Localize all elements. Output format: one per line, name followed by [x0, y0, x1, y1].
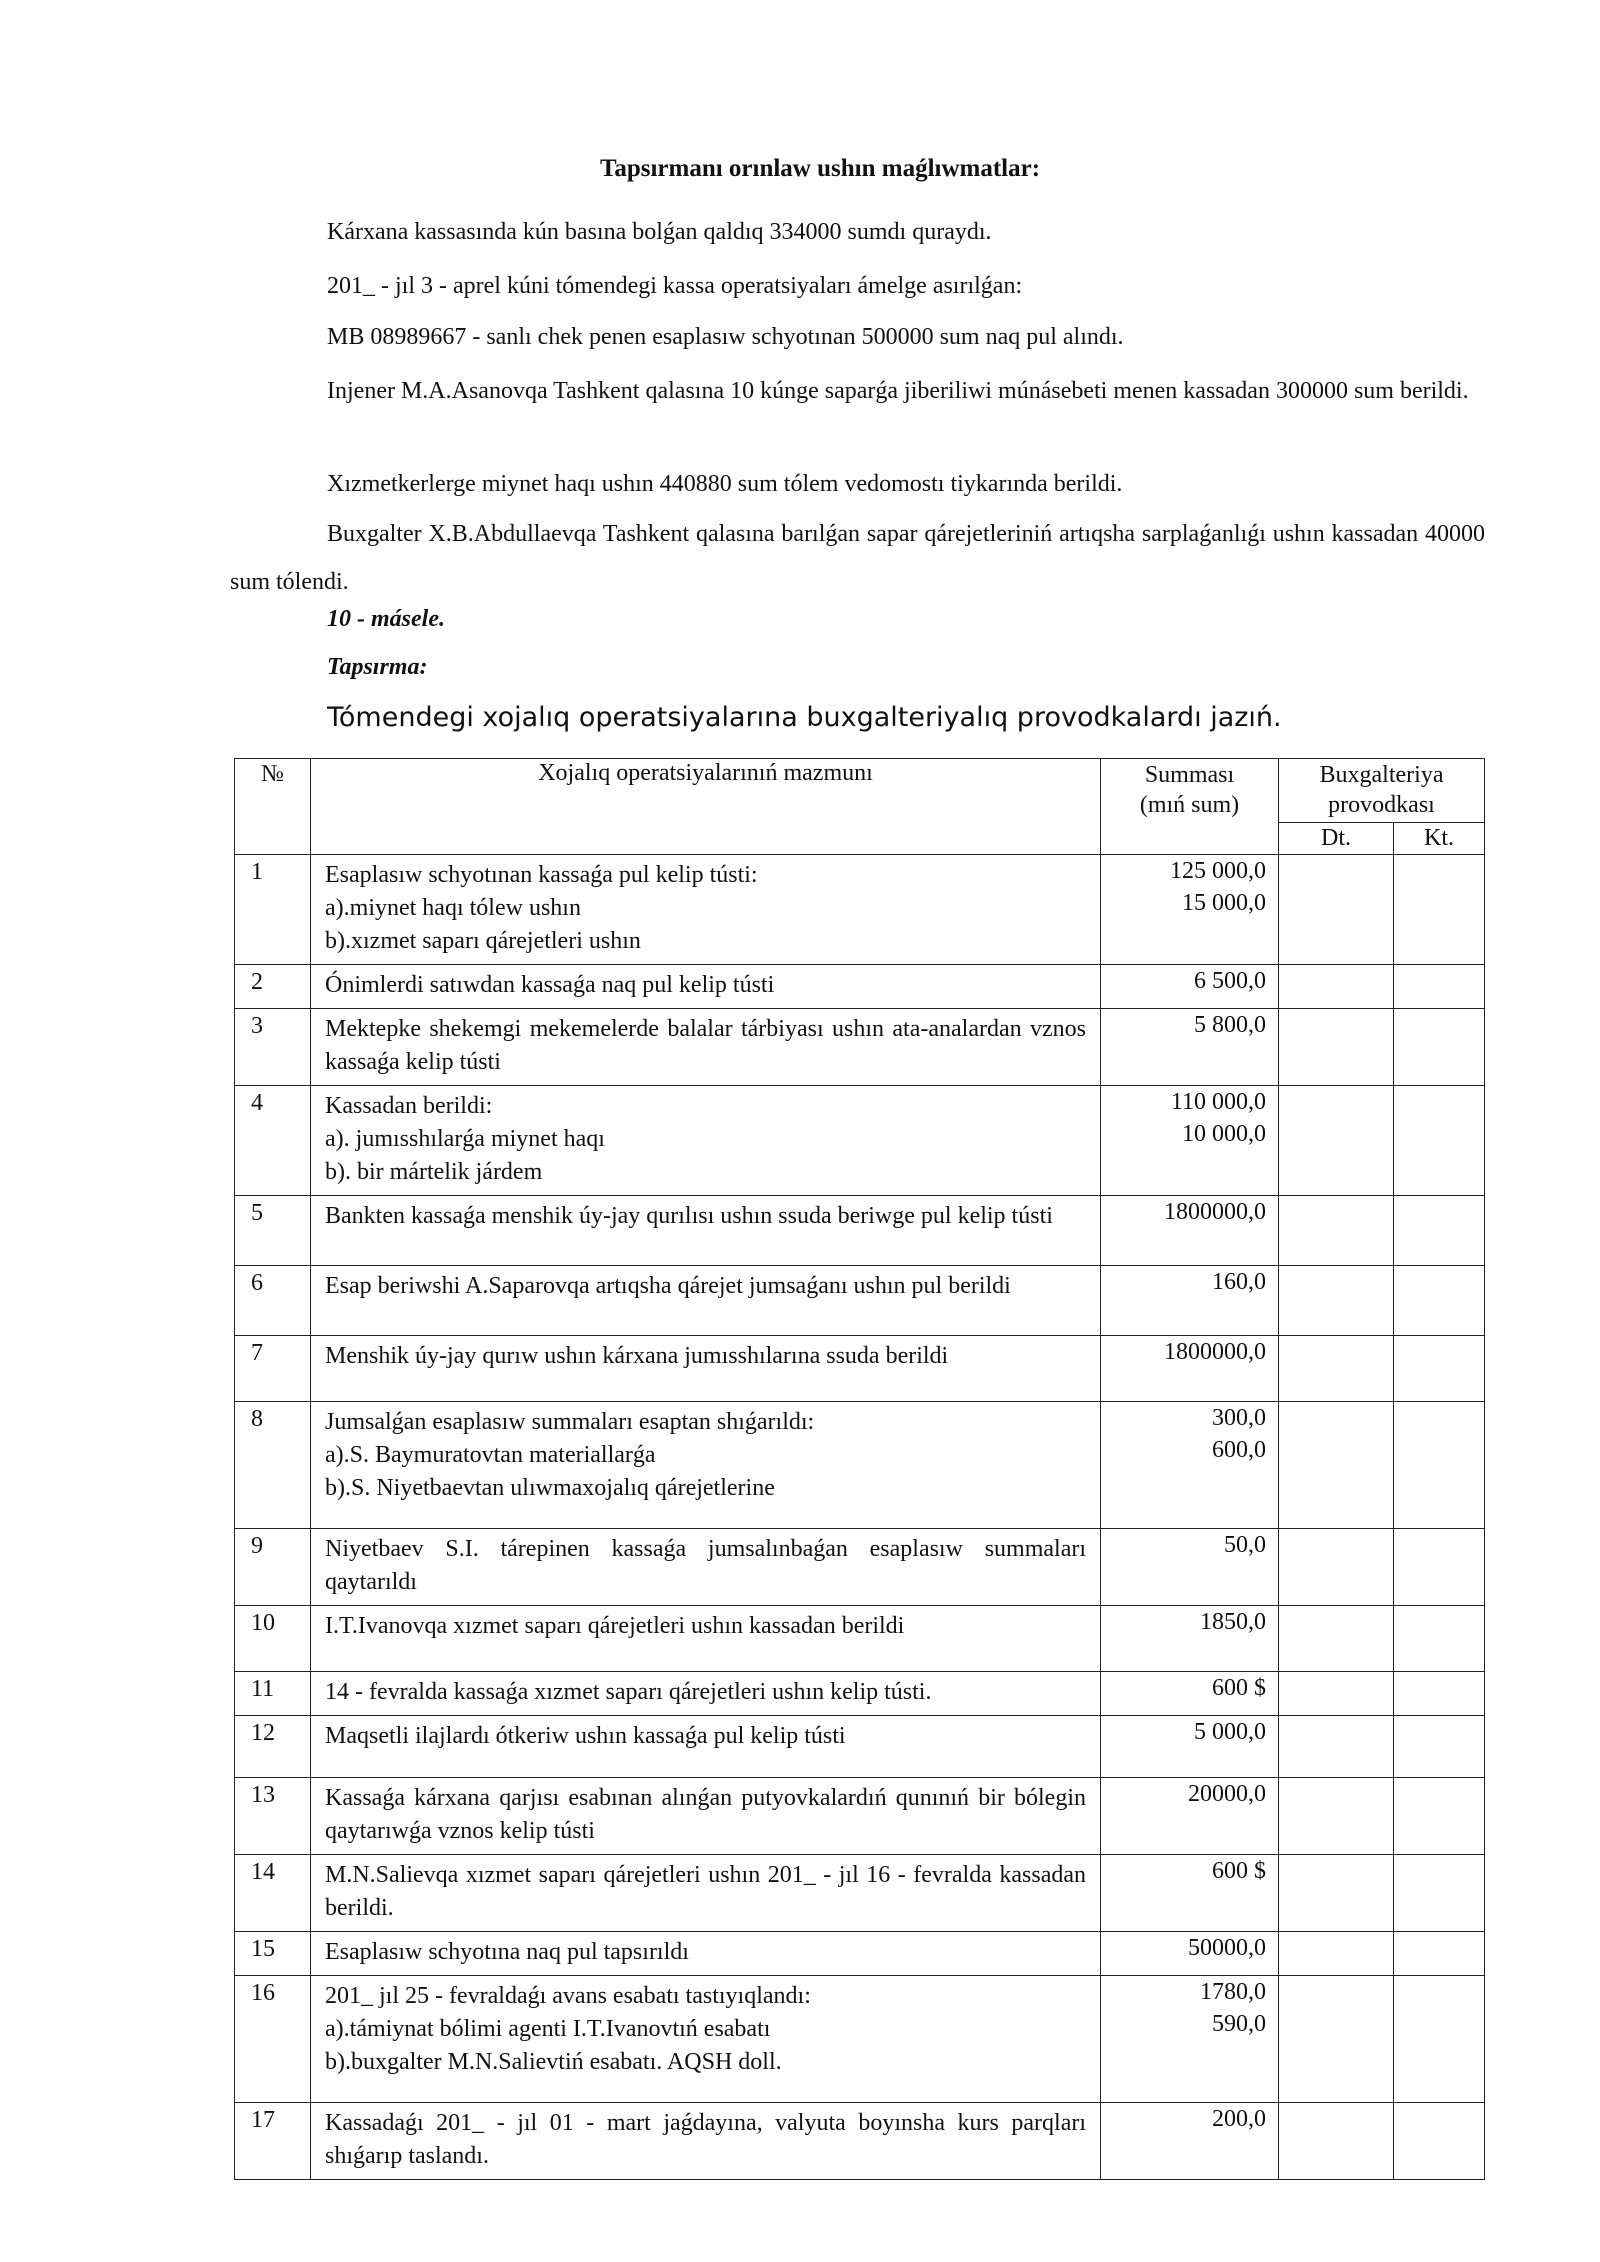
row-credit-cell	[1394, 1855, 1485, 1932]
row-credit-cell	[1394, 1606, 1485, 1672]
sum-value: 50000,0	[1188, 1935, 1266, 1961]
row-description	[311, 1778, 1101, 1855]
sum-value: 125 000,0	[1170, 858, 1266, 884]
row-debit-cell	[1279, 1778, 1394, 1855]
description-line: 14 - fevralda kassaǵa xızmet saparı qárejetleri ushın kelip tústi.	[325, 1679, 932, 1705]
description-line: a).S. Baymuratovtan materiallarǵa	[325, 1442, 656, 1468]
description-line: Esaplasıw schyotına naq pul tapsırıldı	[325, 1939, 689, 1965]
sum-value: 15 000,0	[1182, 890, 1266, 916]
row-sum	[1101, 1778, 1279, 1855]
row-credit-cell	[1394, 1529, 1485, 1606]
row-description	[311, 1402, 1101, 1529]
sum-value: 200,0	[1212, 2106, 1266, 2132]
table-row	[235, 1266, 1485, 1336]
row-sum	[1101, 2103, 1279, 2180]
row-credit-cell	[1394, 1009, 1485, 1086]
description-line: 201_ jıl 25 - fevraldaǵı avans esabatı tastıyıqlandı:	[325, 1983, 811, 2009]
sum-value: 600 $	[1212, 1675, 1266, 1701]
sum-value: 1800000,0	[1164, 1339, 1266, 1365]
sum-value: 50,0	[1224, 1532, 1266, 1558]
description-line: b).buxgalter M.N.Salievtiń esabatı. AQSH doll.	[325, 2049, 782, 2075]
table-row	[235, 1196, 1485, 1266]
header-sum-line2: (mıń sum)	[1139, 792, 1240, 818]
row-sum	[1101, 1716, 1279, 1778]
row-credit-cell	[1394, 1932, 1485, 1976]
row-number: 12	[235, 1716, 311, 1778]
row-description	[311, 1855, 1101, 1932]
row-debit-cell	[1279, 1009, 1394, 1086]
page-heading: Tapsırmanı orınlaw ushın maǵlıwmatlar:	[599, 155, 1041, 182]
description-line: M.N.Salievqa xızmet saparı qárejetleri ushın 201_ - jıl 16 - fevralda kassadan berildi.	[325, 1862, 1086, 1921]
description-line: Niyetbaev S.I. tárepinen kassaǵa jumsalınbaǵan esaplasıw summaları qaytarıldı	[325, 1536, 1086, 1595]
row-credit-cell	[1394, 1336, 1485, 1402]
row-description	[311, 1606, 1101, 1672]
table-row	[235, 1402, 1485, 1529]
row-description	[311, 965, 1101, 1009]
row-description	[311, 1976, 1101, 2103]
row-number: 16	[235, 1976, 311, 2103]
table-row	[235, 1932, 1485, 1976]
paragraph-date: 201_ - jıl 3 - aprel kúni tómendegi kassa operatsiyaları ámelge asırılǵan:	[327, 273, 1023, 299]
sum-value: 600 $	[1212, 1858, 1266, 1884]
description-line: Kassaǵa kárxana qarjısı esabınan alınǵan putyovkalardıń qunınıń bir bólegin qaytarıwǵa vznos kelip tústi	[325, 1785, 1086, 1844]
row-credit-cell	[1394, 1086, 1485, 1196]
row-number: 6	[235, 1266, 311, 1336]
header-kt: Kt.	[1394, 823, 1485, 855]
description-line: Maqsetli ilajlardı ótkeriw ushın kassaǵa pul kelip tústi	[325, 1723, 846, 1749]
description-line: a).miynet haqı tólew ushın	[325, 895, 581, 921]
row-credit-cell	[1394, 1402, 1485, 1529]
description-line: a). jumısshılarǵa miynet haqı	[325, 1126, 605, 1152]
task-text: Tómendegi xojalıq operatsiyalarına buxgalteriyalıq provodkalardı jazıń.	[327, 702, 1282, 733]
sum-value: 6 500,0	[1194, 968, 1266, 994]
row-sum	[1101, 1086, 1279, 1196]
table-row	[235, 2103, 1485, 2180]
row-sum	[1101, 1402, 1279, 1529]
description-line: Ónimlerdi satıwdan kassaǵa naq pul kelip tústi	[325, 972, 775, 998]
row-credit-cell	[1394, 1976, 1485, 2103]
paragraph-opening-balance: Kárxana kassasında kún basına bolǵan qaldıq 334000 sumdı quraydı.	[327, 219, 992, 245]
row-debit-cell	[1279, 1976, 1394, 2103]
sum-value: 110 000,0	[1170, 1089, 1266, 1115]
table-row	[235, 965, 1485, 1009]
sum-value: 20000,0	[1188, 1781, 1266, 1807]
row-debit-cell	[1279, 1716, 1394, 1778]
header-number: №	[235, 759, 311, 855]
row-description	[311, 1336, 1101, 1402]
row-debit-cell	[1279, 965, 1394, 1009]
row-number: 13	[235, 1778, 311, 1855]
row-debit-cell	[1279, 1855, 1394, 1932]
row-credit-cell	[1394, 965, 1485, 1009]
row-sum	[1101, 1529, 1279, 1606]
sum-value: 1780,0	[1200, 1979, 1266, 2005]
row-description	[311, 1716, 1101, 1778]
row-number: 9	[235, 1529, 311, 1606]
row-sum	[1101, 1855, 1279, 1932]
row-sum	[1101, 1009, 1279, 1086]
operations-table-body	[235, 855, 1485, 2180]
row-number: 7	[235, 1336, 311, 1402]
row-description	[311, 855, 1101, 965]
row-sum	[1101, 1932, 1279, 1976]
description-line: Menshik úy-jay qurıw ushın kárxana jumısshılarına ssuda berildi	[325, 1343, 949, 1369]
row-sum	[1101, 1196, 1279, 1266]
table-row	[235, 1086, 1485, 1196]
row-debit-cell	[1279, 855, 1394, 965]
description-line: b). bir mártelik járdem	[325, 1159, 543, 1185]
row-sum	[1101, 855, 1279, 965]
header-prov-line2: provodkası	[1328, 792, 1435, 818]
row-credit-cell	[1394, 1266, 1485, 1336]
operations-table	[234, 758, 1485, 2180]
row-debit-cell	[1279, 1606, 1394, 1672]
table-row	[235, 1976, 1485, 2103]
table-row	[235, 1778, 1485, 1855]
table-row	[235, 1672, 1485, 1716]
table-row	[235, 1336, 1485, 1402]
row-sum	[1101, 1606, 1279, 1672]
paragraph-wages: Xızmetkerlerge miynet haqı ushın 440880 sum tólem vedomostı tiykarında berildi.	[327, 471, 1123, 497]
description-line: b).S. Niyetbaevtan ulıwmaxojalıq qárejetlerine	[325, 1475, 775, 1501]
row-debit-cell	[1279, 1932, 1394, 1976]
row-debit-cell	[1279, 2103, 1394, 2180]
row-description	[311, 1266, 1101, 1336]
row-description	[311, 2103, 1101, 2180]
description-line: b).xızmet saparı qárejetleri ushın	[325, 928, 641, 954]
paragraph-cheque: MB 08989667 - sanlı chek penen esaplasıw schyotınan 500000 sum naq pul alındı.	[327, 324, 1124, 350]
row-number: 10	[235, 1606, 311, 1672]
sum-value: 590,0	[1212, 2011, 1266, 2037]
row-number: 11	[235, 1672, 311, 1716]
sum-value: 10 000,0	[1182, 1121, 1266, 1147]
table-row	[235, 1606, 1485, 1672]
row-debit-cell	[1279, 1196, 1394, 1266]
row-debit-cell	[1279, 1529, 1394, 1606]
row-debit-cell	[1279, 1336, 1394, 1402]
row-credit-cell	[1394, 1672, 1485, 1716]
row-description	[311, 1196, 1101, 1266]
row-description	[311, 1932, 1101, 1976]
row-credit-cell	[1394, 855, 1485, 965]
row-sum	[1101, 965, 1279, 1009]
description-line: a).támiynat bólimi agenti I.T.Ivanovtıń esabatı	[325, 2016, 771, 2042]
row-credit-cell	[1394, 1196, 1485, 1266]
row-debit-cell	[1279, 1266, 1394, 1336]
row-number: 8	[235, 1402, 311, 1529]
sum-value: 300,0	[1212, 1405, 1266, 1431]
row-description	[311, 1672, 1101, 1716]
description-line: Esaplasıw schyotınan kassaǵa pul kelip tústi:	[325, 862, 758, 888]
row-sum	[1101, 1266, 1279, 1336]
row-credit-cell	[1394, 1778, 1485, 1855]
table-row	[235, 1716, 1485, 1778]
sum-value: 160,0	[1212, 1269, 1266, 1295]
table-row	[235, 1855, 1485, 1932]
row-description	[311, 1529, 1101, 1606]
header-dt: Dt.	[1279, 823, 1394, 855]
row-number: 15	[235, 1932, 311, 1976]
description-line: Esap beriwshi A.Saparovqa artıqsha qárejet jumsaǵanı ushın pul berildi	[325, 1273, 1011, 1299]
row-credit-cell	[1394, 1716, 1485, 1778]
row-description	[311, 1009, 1101, 1086]
row-number: 5	[235, 1196, 311, 1266]
row-debit-cell	[1279, 1402, 1394, 1529]
row-number: 4	[235, 1086, 311, 1196]
paragraph-travel-advance: Injener M.A.Asanovqa Tashkent qalasına 10 kúnge saparǵa jiberiliwi múnásebeti menen kassadan 300000 sum berildi.	[327, 378, 1469, 404]
sum-value: 1850,0	[1200, 1609, 1266, 1635]
row-number: 1	[235, 855, 311, 965]
description-line: Bankten kassaǵa menshik úy-jay qurılısı ushın ssuda beriwge pul kelip tústi	[325, 1203, 1053, 1229]
row-description	[311, 1086, 1101, 1196]
header-provodka	[1279, 759, 1485, 823]
row-number: 14	[235, 1855, 311, 1932]
header-sum-line1: Summası	[1144, 762, 1235, 788]
row-debit-cell	[1279, 1086, 1394, 1196]
description-line: Jumsalǵan esaplasıw summaları esaptan shıǵarıldı:	[325, 1409, 815, 1435]
row-number: 17	[235, 2103, 311, 2180]
header-sum	[1101, 759, 1279, 855]
task-label: Tapsırma:	[327, 654, 428, 680]
problem-number: 10 - másele.	[327, 606, 445, 632]
row-debit-cell	[1279, 1672, 1394, 1716]
description-line: Kassadan berildi:	[325, 1093, 493, 1119]
header-prov-line1: Buxgalteriya	[1319, 762, 1444, 788]
header-description: Xojalıq operatsiyalarınıń mazmunı	[311, 759, 1101, 855]
sum-value: 5 800,0	[1194, 1012, 1266, 1038]
table-row	[235, 855, 1485, 965]
sum-value: 600,0	[1212, 1437, 1266, 1463]
row-credit-cell	[1394, 2103, 1485, 2180]
row-number: 3	[235, 1009, 311, 1086]
table-row	[235, 1009, 1485, 1086]
description-line: I.T.Ivanovqa xızmet saparı qárejetleri ushın kassadan berildi	[325, 1613, 905, 1639]
sum-value: 5 000,0	[1194, 1719, 1266, 1745]
description-line: Kassadaǵı 201_ - jıl 01 - mart jaǵdayına, valyuta boyınsha kurs parqları shıǵarıp taslandı.	[325, 2110, 1086, 2169]
table-row	[235, 1529, 1485, 1606]
row-number: 2	[235, 965, 311, 1009]
row-sum	[1101, 1672, 1279, 1716]
description-line: Mektepke shekemgi mekemelerde balalar tárbiyası ushın ata-analardan vznos kassaǵa kelip tústi	[325, 1016, 1086, 1075]
sum-value: 1800000,0	[1164, 1199, 1266, 1225]
row-sum	[1101, 1336, 1279, 1402]
paragraph-accountant: Buxgalter X.B.Abdullaevqa Tashkent qalasına barılǵan sapar qárejetleriniń artıqsha sarplaǵanlıǵı ushın kassadan 40000 sum tólendi.	[230, 521, 1485, 595]
row-sum	[1101, 1976, 1279, 2103]
